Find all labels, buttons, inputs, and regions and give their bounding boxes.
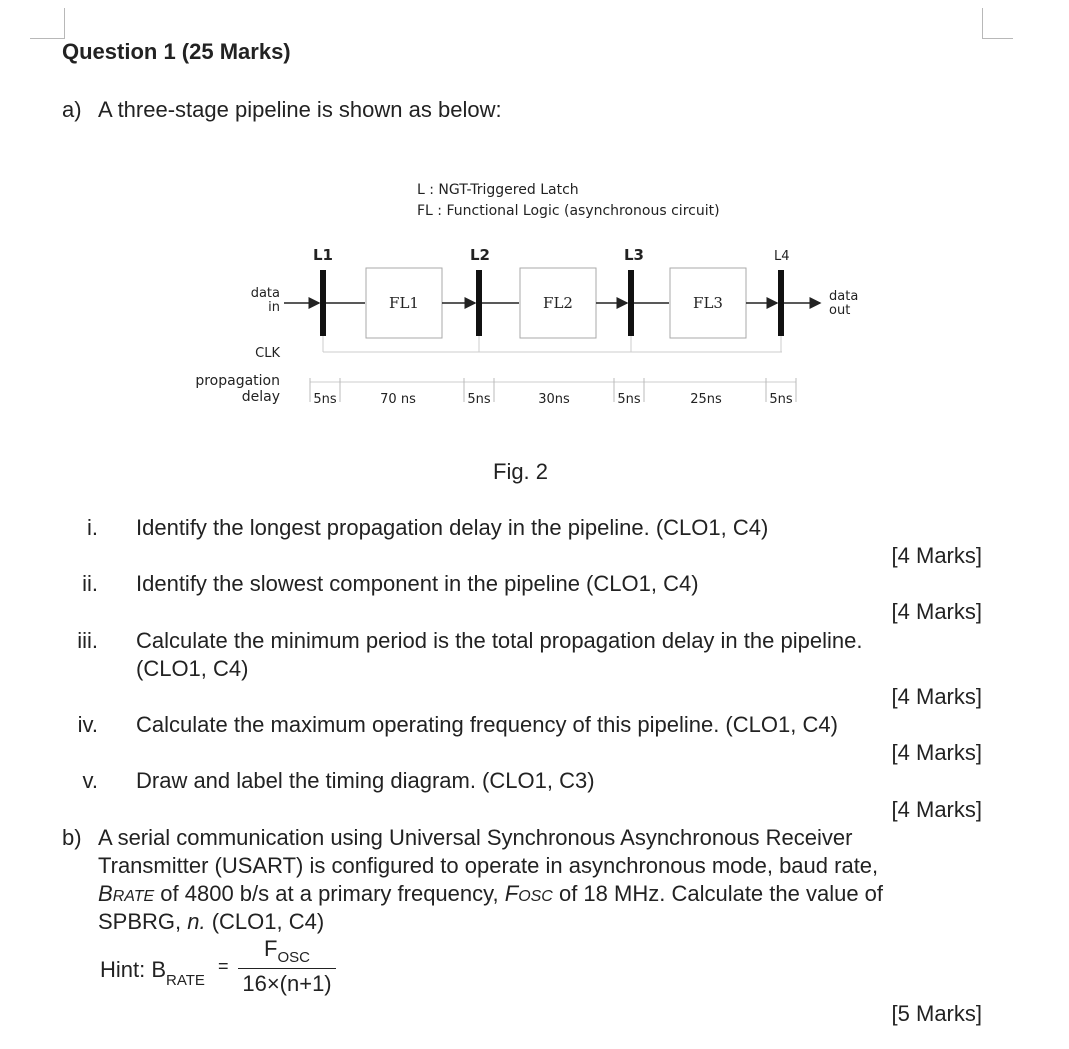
latch-l4 [778, 270, 784, 336]
fl2-label: FL2 [543, 294, 573, 312]
delay-l3: 5ns [617, 392, 641, 407]
part-b-line-1: A serial communication using Universal Synchronous Asynchronous Receiver [98, 825, 853, 850]
hint-fraction-bar [238, 968, 336, 969]
delay-fl3: 25ns [690, 392, 722, 407]
part-b-line-3-mid: of 4800 b/s at a primary frequency, [154, 881, 505, 906]
crop-mark-top-right [982, 8, 1013, 39]
part-b-line-4 [98, 908, 324, 936]
hint-numerator [238, 936, 336, 965]
fl1-label: FL1 [389, 294, 419, 312]
part-b-line-2: Transmitter (USART) is configured to operate in asynchronous mode, baud rate, [98, 853, 879, 878]
item-ii-marks: [4 Marks] [891, 599, 982, 624]
hint-label [100, 956, 205, 987]
part-b-line-4-a: SPBRG, [98, 909, 188, 934]
part-b-line-4-n: n. [187, 909, 206, 934]
delay-l2: 5ns [467, 392, 491, 407]
latch-label-l3: L3 [624, 246, 644, 264]
delay-fl1: 70 ns [380, 392, 416, 407]
propagation-label-1: propagation [195, 373, 280, 389]
delay-l4: 5ns [769, 392, 793, 407]
fosc-symbol-osc: OSC [518, 888, 553, 905]
item-iii-marks: [4 Marks] [891, 684, 982, 709]
item-iii-number: iii. [77, 628, 98, 653]
figure-caption: Fig. 2 [493, 459, 549, 484]
hint-equals: = [218, 956, 229, 976]
data-in-label-2: in [268, 300, 280, 315]
hint-denominator: 16×(n+1) [242, 971, 332, 996]
latch-l2 [476, 270, 482, 336]
latch-label-l4: L4 [774, 249, 790, 264]
legend-latch: L : NGT-Triggered Latch [417, 182, 579, 198]
fosc-symbol-f: F [504, 881, 519, 906]
item-ii-text: Identify the slowest component in the pipeline (CLO1, C4) [136, 571, 699, 596]
part-a-label: a) [62, 97, 82, 122]
hint-formula [100, 936, 360, 998]
question-title: Question 1 (25 Marks) [62, 39, 291, 64]
part-b-line-4-b: (CLO1, C4) [205, 909, 325, 934]
latch-label-l2: L2 [470, 246, 490, 264]
item-v-text: Draw and label the timing diagram. (CLO1, C3) [136, 768, 595, 793]
item-iv-text: Calculate the maximum operating frequency of this pipeline. (CLO1, C4) [136, 712, 838, 737]
latch-label-l1: L1 [313, 246, 333, 264]
part-b-line-3 [98, 880, 883, 911]
hint-label-sub: RATE [166, 972, 205, 989]
item-iii-text: Calculate the minimum period is the total propagation delay in the pipeline. [136, 628, 863, 653]
brate-symbol-b: B [98, 881, 113, 906]
item-v-marks: [4 Marks] [891, 797, 982, 822]
data-out-label-2: out [829, 303, 851, 318]
data-in-label-1: data [250, 286, 280, 301]
part-a-intro: A three-stage pipeline is shown as below: [98, 97, 502, 122]
data-out-label-1: data [829, 289, 859, 304]
item-iv-number: iv. [77, 712, 98, 737]
delay-l1: 5ns [313, 392, 337, 407]
pipeline-figure [180, 170, 860, 420]
item-i-text: Identify the longest propagation delay in the pipeline. (CLO1, C4) [136, 515, 769, 540]
part-b-marks: [5 Marks] [891, 1001, 982, 1026]
item-i-number: i. [87, 515, 98, 540]
latch-l3 [628, 270, 634, 336]
clk-label: CLK [255, 346, 280, 361]
item-iv-marks: [4 Marks] [891, 740, 982, 765]
hint-numerator-f: F [264, 936, 278, 961]
part-b-label: b) [62, 825, 82, 850]
brate-symbol-rate: RATE [112, 888, 155, 905]
part-b-line-3-end: of 18 MHz. Calculate the value of [552, 881, 884, 906]
item-iii-text-2: (CLO1, C4) [136, 656, 249, 681]
item-i-marks: [4 Marks] [891, 543, 982, 568]
delay-fl2: 30ns [538, 392, 570, 407]
legend-functional-logic: FL : Functional Logic (asynchronous circuit) [417, 203, 720, 219]
item-ii-number: ii. [82, 571, 98, 596]
crop-mark-top-left [30, 8, 65, 39]
fl3-label: FL3 [693, 294, 723, 312]
latch-l1 [320, 270, 326, 336]
hint-label-text: Hint: B [100, 957, 167, 982]
item-v-number: v. [82, 768, 98, 793]
propagation-label-2: delay [241, 389, 280, 405]
hint-numerator-osc: OSC [277, 949, 310, 966]
